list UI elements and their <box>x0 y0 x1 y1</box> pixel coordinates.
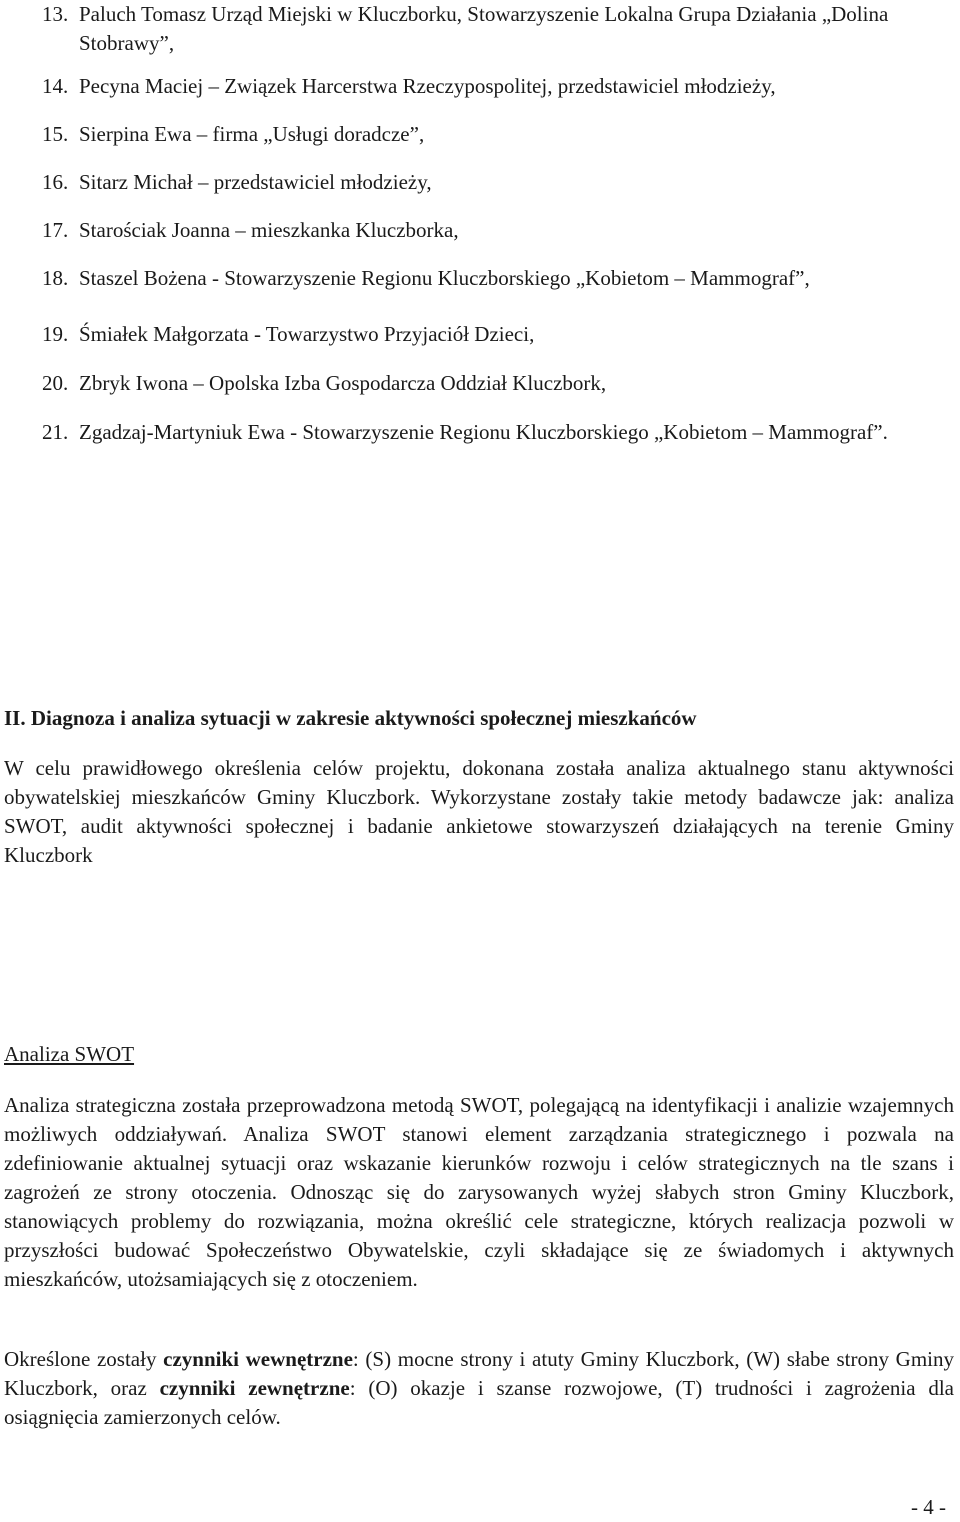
list-item-text: Zbryk Iwona – Opolska Izba Gospodarcza Oddział Kluczbork, <box>79 371 607 395</box>
section-heading: II. Diagnoza i analiza sytuacji w zakresie aktywności społecznej mieszkańców <box>4 706 697 730</box>
list-item-text: Paluch Tomasz Urząd Miejski w Kluczborku, Stowarzyszenie Lokalna Grupa Działania „Dolina Stobrawy”, <box>79 2 889 55</box>
list-item <box>42 0 954 58</box>
page-number: - 4 - <box>911 1495 946 1519</box>
list-item-text: Zgadzaj-Martyniuk Ewa - Stowarzyszenie Regionu Kluczborskiego „Kobietom – Mammograf”. <box>79 420 888 444</box>
list-item <box>42 168 954 197</box>
factors-text-2: : (S) mocne strony i atuty Gminy Kluczbork, (W) słabe strony Gminy Kluczbork, oraz <box>4 1347 954 1400</box>
list-item <box>42 320 954 349</box>
list-item-number: 18. <box>42 266 69 290</box>
list-item-number: 14. <box>42 74 69 98</box>
list-item <box>42 369 954 398</box>
factors-text-1: Określone zostały <box>4 1347 164 1371</box>
swot-heading: Analiza SWOT <box>4 1042 135 1066</box>
list-item-number: 16. <box>42 170 69 194</box>
internal-factors-label: czynniki wewnętrzne <box>163 1347 353 1371</box>
list-item-text: Sierpina Ewa – firma „Usługi doradcze”, <box>79 122 425 146</box>
list-item-number: 13. <box>42 2 69 26</box>
factors-text-3: : (O) okazje i szanse rozwojowe, (T) trudności i zagrożenia dla osiągnięcia zamierzonych celów. <box>4 1376 954 1429</box>
list-item <box>42 264 954 293</box>
factors-paragraph <box>4 1345 954 1432</box>
list-item-text: Pecyna Maciej – Związek Harcerstwa Rzeczypospolitej, przedstawiciel młodzieży, <box>79 74 776 98</box>
list-item-number: 17. <box>42 218 69 242</box>
diagnosis-paragraph: W celu prawidłowego określenia celów projektu, dokonana została analiza aktualnego stanu aktywności obywatelskiej mieszkańców Gminy Kluczbork. Wykorzystane zostały takie metody badawcze jak: analiza SWOT, audit aktywności społecznej i badanie ankietowe stowarzyszeń działających na terenie Gminy Kluczbork <box>4 756 954 867</box>
list-item <box>42 216 954 245</box>
external-factors-label: czynniki zewnętrzne <box>159 1376 350 1400</box>
list-item-text: Sitarz Michał – przedstawiciel młodzieży, <box>79 170 432 194</box>
list-item-text: Staszel Bożena - Stowarzyszenie Regionu Kluczborskiego „Kobietom – Mammograf”, <box>79 266 810 290</box>
list-item <box>42 72 954 101</box>
list-item-number: 19. <box>42 322 69 346</box>
list-item-number: 20. <box>42 371 69 395</box>
swot-paragraph: Analiza strategiczna została przeprowadzona metodą SWOT, polegającą na identyfikacji i analizie wzajemnych możliwych oddziaływań. Analiza SWOT stanowi element zarządzania strategicznego i pozwala na zdefiniowanie aktualnej sytuacji oraz wskazanie kierunków rozwoju i celów strategicznych na tle szans i zagrożeń ze strony otoczenia. Odnosząc się do zarysowanych wyżej słabych stron Gminy Kluczbork, stanowiących problemy do rozwiązania, można określić cele strategiczne, których realizacja pozwoli w przyszłości budować Społeczeństwo Obywatelskie, czyli składające się ze świadomych i aktywnych mieszkańców, utożsamiających się z otoczeniem. <box>4 1093 954 1291</box>
list-item-number: 21. <box>42 420 69 444</box>
list-item-text: Śmiałek Małgorzata - Towarzystwo Przyjaciół Dzieci, <box>79 322 535 346</box>
list-item <box>42 120 954 149</box>
list-item-text: Starościak Joanna – mieszkanka Kluczborka, <box>79 218 459 242</box>
list-item-number: 15. <box>42 122 69 146</box>
list-item <box>42 418 954 447</box>
